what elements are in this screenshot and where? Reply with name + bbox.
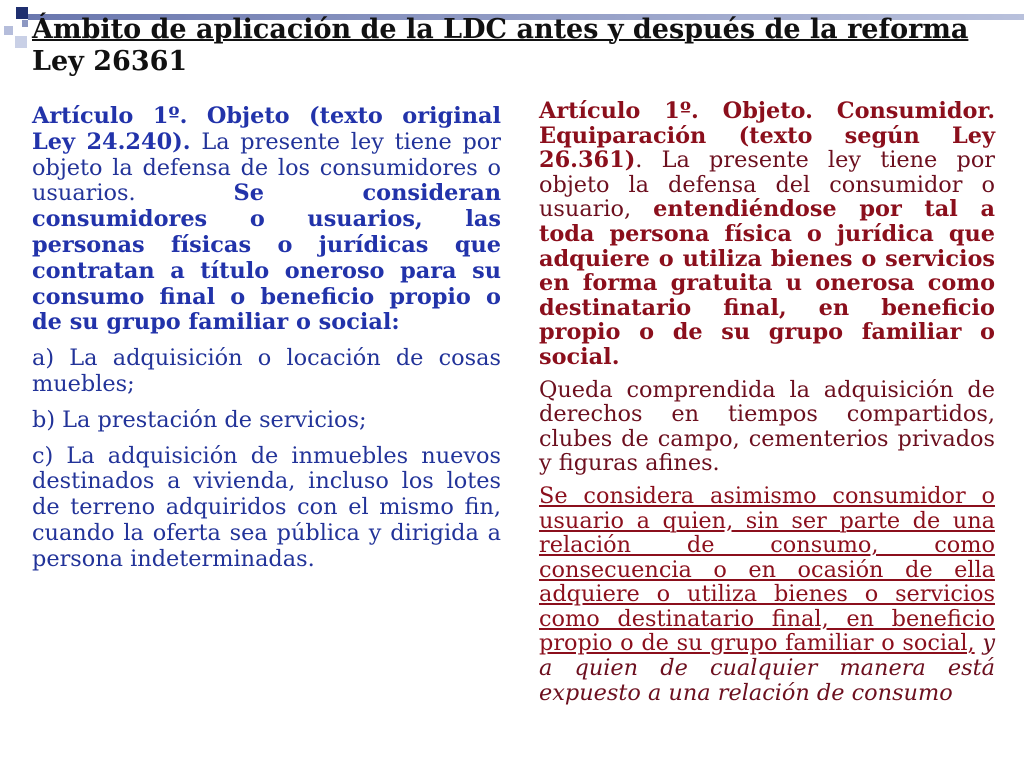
right-article-intro: . La presente ley tiene por objeto la defensa del consumidor o usuario,: [539, 147, 995, 223]
right-underlined-text: Se considera asimismo consumidor o usuario a quien, sin ser parte de una relación de consumo, como consecuencia o en ocasión de ella adquiere o utiliza bienes o servicios como destinatario final, en beneficio propio o de su grupo familiar o social,: [539, 482, 995, 657]
left-article-definition: Se consideran consumidores o usuarios, las personas físicas o jurídicas que contratan a título oneroso para su consumo final o beneficio propio o de su grupo familiar o social:: [32, 180, 501, 336]
decor-square-dark: [16, 7, 28, 19]
left-item-c: c) La adquisición de inmuebles nuevos destinados a vivienda, incluso los lotes de terreno adquiridos con el mismo fin, cuando la oferta sea pública y dirigida a persona indeterminadas.: [32, 442, 501, 572]
decor-square-pale: [15, 36, 27, 48]
left-article-paragraph: [32, 104, 501, 336]
right-article-paragraph: [539, 99, 995, 370]
slide-title-line1: Ámbito de aplicación de la LDC antes y después de la reforma: [32, 14, 969, 45]
left-column-original-text: [32, 104, 501, 583]
left-article-intro: La presente ley tiene por objeto la defensa de los consumidores o usuarios.: [32, 128, 501, 207]
decor-square-light: [4, 26, 13, 35]
right-article-definition: entendiéndose por tal a toda persona física o jurídica que adquiere o utiliza bienes o servicios en forma gratuita u onerosa como destinatario final, en beneficio propio o de su grupo familiar o social.: [539, 196, 995, 370]
left-item-a: a) La adquisición o locación de cosas muebles;: [32, 345, 501, 397]
right-paragraph-included-rights: Queda comprendida la adquisición de derechos en tiempos compartidos, clubes de campo, cementerios privados y figuras afines.: [539, 376, 995, 477]
slide-title: [32, 14, 1012, 78]
right-paragraph-equiparacion: [539, 484, 995, 705]
left-article-heading: Artículo 1º. Objeto (texto original Ley 24.240).: [32, 103, 501, 155]
decor-square-mid: [22, 20, 28, 27]
slide-title-line2: Ley 26361: [32, 46, 188, 77]
left-item-b: b) La prestación de servicios;: [32, 406, 367, 433]
right-italic-text: y a quien de cualquier manera está expuesto a una relación de consumo: [539, 630, 995, 706]
right-article-heading: Artículo 1º. Objeto. Consumidor. Equiparación (texto según Ley 26.361): [539, 98, 995, 174]
right-column-reform-text: [539, 99, 995, 713]
